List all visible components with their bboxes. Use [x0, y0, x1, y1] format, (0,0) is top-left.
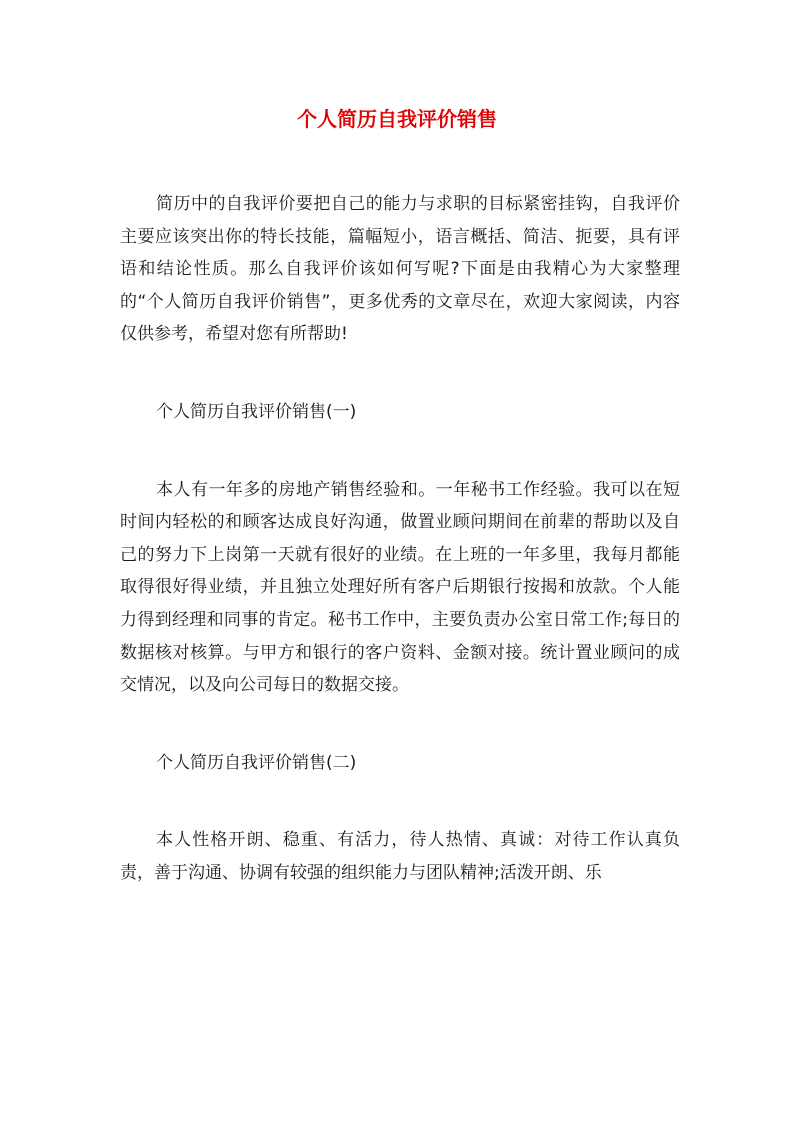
document-title: 个人简历自我评价销售 — [297, 107, 497, 131]
section-paragraph-2: 本人性格开朗、稳重、有活力，待人热情、真诚：对待工作认真负责，善于沟通、协调有较强的组织能力与团队精神;活泼开朗、乐 — [120, 830, 680, 883]
section-heading-1: 个人简历自我评价销售(一) — [156, 401, 357, 422]
paragraph-spacer — [120, 702, 680, 747]
paragraph-spacer — [120, 429, 680, 474]
section-paragraph-1: 本人有一年多的房地产销售经验和。一年秘书工作经验。我可以在短时间内轻松的和顾客达成良好沟通，做置业顾问期间在前辈的帮助以及自己的努力下上岗第一天就有很好的业绩。在上班的一年多里，我每月都能取得很好得业绩，并且独立处理好所有客户后期银行按揭和放款。个人能力得到经理和同事的肯定。秘书工作中，主要负责办公室日常工作;每日的数据核对核算。与甲方和银行的客户资料、金额对接。统计置业顾问的成交情况，以及向公司每日的数据交接。 — [120, 479, 680, 696]
paragraph-spacer — [120, 351, 680, 396]
paragraph-spacer — [120, 779, 680, 824]
section-heading-2: 个人简历自我评价销售(二) — [156, 752, 357, 773]
document-body — [120, 188, 680, 890]
intro-paragraph: 简历中的自我评价要把自己的能力与求职的目标紧密挂钩，自我评价主要应该突出你的特长技能，篇幅短小，语言概括、简洁、扼要，具有评语和结论性质。那么自我评价该如何写呢?下面是由我精心为大家整理的“个人简历自我评价销售”，更多优秀的文章尽在，欢迎大家阅读，内容仅供参考，希望对您有所帮助! — [120, 194, 680, 345]
